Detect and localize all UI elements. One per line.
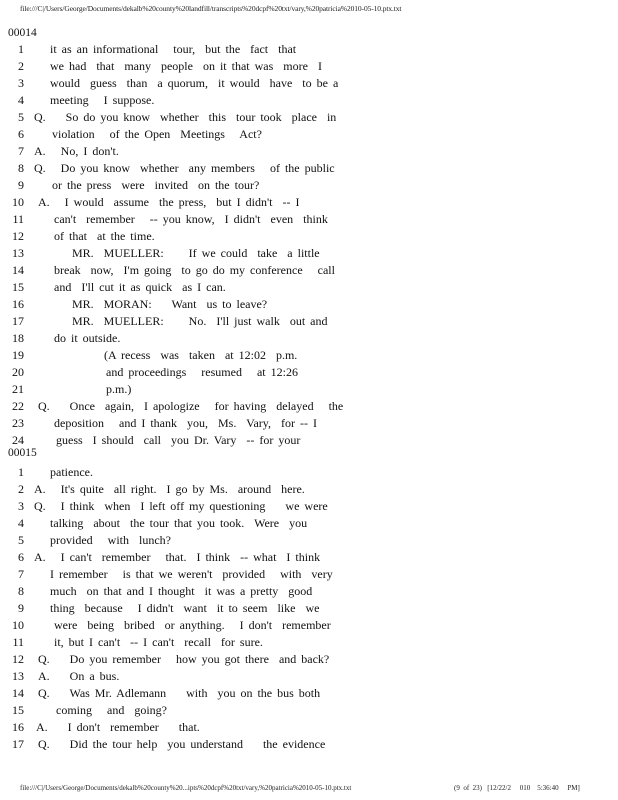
line-number: 9 [18, 178, 24, 192]
line-number: 9 [18, 601, 24, 615]
transcript-line [0, 515, 618, 532]
line-number: 17 [12, 737, 24, 751]
line-text: Q. Was Mr. Adlemann with you on the bus both [38, 686, 321, 700]
line-text: and I'll cut it as quick as I can. [54, 280, 226, 294]
line-number: 17 [12, 314, 24, 328]
line-number: 1 [18, 42, 24, 56]
line-text: break now, I'm going to go do my conference call [54, 263, 335, 277]
transcript-line [0, 41, 618, 58]
file-path-header: file:///C|/Users/George/Documents/dekalb%20county%20landfill/transcripts%20dcpf%20txt/vary,%20patricia%2010-05-10.ptx.txt [20, 4, 402, 13]
line-number: 3 [18, 499, 24, 513]
transcript-line [0, 228, 618, 245]
line-number: 5 [18, 110, 24, 124]
line-number: 11 [12, 635, 24, 649]
line-number: 21 [12, 382, 24, 396]
transcript-line [0, 600, 618, 617]
line-text: provided with lunch? [50, 533, 171, 547]
line-number: 23 [12, 416, 24, 430]
line-number: 5 [18, 533, 24, 547]
line-number: 11 [12, 212, 24, 226]
line-text: A. I would assume the press, but I didn't -- I [38, 195, 300, 209]
line-number: 12 [12, 652, 24, 666]
line-number: 1 [18, 465, 24, 479]
transcript-line [0, 651, 618, 668]
transcript-line [0, 736, 618, 753]
transcript-line [0, 481, 618, 498]
transcript-line [0, 532, 618, 549]
line-text: MR. MORAN: Want us to leave? [72, 297, 268, 311]
line-number: 7 [18, 567, 24, 581]
line-number: 20 [12, 365, 24, 379]
line-number: 8 [18, 161, 24, 175]
line-number: 24 [12, 433, 24, 447]
transcript-line [0, 685, 618, 702]
transcript-line [0, 347, 618, 364]
transcript-line [0, 566, 618, 583]
line-number: 10 [12, 618, 24, 632]
line-number: 12 [12, 229, 24, 243]
transcript-line [0, 296, 618, 313]
transcript-line [0, 177, 618, 194]
transcript-line [0, 617, 618, 634]
transcript-line [0, 398, 618, 415]
line-number: 7 [18, 144, 24, 158]
line-text: I remember is that we weren't provided with very [50, 567, 333, 581]
line-number: 22 [12, 399, 24, 413]
line-number: 6 [18, 550, 24, 564]
line-text: or the press were invited on the tour? [52, 178, 260, 192]
transcript-line [0, 58, 618, 75]
line-text: would guess than a quorum, it would have to be a [50, 76, 339, 90]
line-text: Q. So do you know whether this tour took place in [34, 110, 337, 124]
page-number: 00015 [8, 447, 37, 459]
line-text: A. It's quite all right. I go by Ms. around here. [34, 482, 305, 496]
line-text: much on that and I thought it was a pretty good [50, 584, 313, 598]
line-text: (A recess was taken at 12:02 p.m. [104, 348, 298, 362]
line-text: were being bribed or anything. I don't remember [54, 618, 331, 632]
transcript-line [0, 109, 618, 126]
line-text: and proceedings resumed at 12:26 [106, 365, 298, 379]
transcript-line [0, 634, 618, 651]
transcript-line [0, 498, 618, 515]
line-number: 2 [18, 59, 24, 73]
line-number: 14 [12, 263, 24, 277]
line-text: can't remember -- you know, I didn't even think [54, 212, 328, 226]
transcript-line [0, 549, 618, 566]
line-number: 15 [12, 703, 24, 717]
line-text: talking about the tour that you took. Were you [50, 516, 308, 530]
line-number: 15 [12, 280, 24, 294]
line-text: Q. Did the tour help you understand the evidence [38, 737, 326, 751]
line-number: 4 [18, 516, 24, 530]
transcript-line [0, 330, 618, 347]
line-number: 8 [18, 584, 24, 598]
transcript-line [0, 262, 618, 279]
transcript-line [0, 160, 618, 177]
line-number: 18 [12, 331, 24, 345]
line-text: MR. MUELLER: If we could take a little [72, 246, 320, 260]
transcript-line [0, 719, 618, 736]
page-number: 00014 [8, 27, 37, 39]
line-text: Q. Do you know whether any members of the public [34, 161, 335, 175]
transcript-line [0, 75, 618, 92]
transcript-page-block [0, 464, 618, 753]
transcript-line [0, 279, 618, 296]
transcript-line [0, 194, 618, 211]
line-text: A. I can't remember that. I think -- what I think [34, 550, 321, 564]
line-text: A. On a bus. [38, 669, 120, 683]
transcript-line [0, 364, 618, 381]
line-number: 3 [18, 76, 24, 90]
transcript-line [0, 126, 618, 143]
page-info: (9 of 23) [12/22/2 010 5:36:40 PM] [454, 784, 580, 792]
transcript-line [0, 313, 618, 330]
transcript-line [0, 702, 618, 719]
line-text: MR. MUELLER: No. I'll just walk out and [72, 314, 328, 328]
line-text: thing because I didn't want it to seem like we [50, 601, 320, 615]
transcript-line [0, 211, 618, 228]
line-text: it, but I can't -- I can't recall for sure. [54, 635, 263, 649]
line-text: meeting I suppose. [50, 93, 155, 107]
line-number: 13 [12, 669, 24, 683]
line-text: coming and going? [56, 703, 167, 717]
transcript-line [0, 464, 618, 481]
line-text: violation of the Open Meetings Act? [52, 127, 262, 141]
transcript-line [0, 143, 618, 160]
line-number: 2 [18, 482, 24, 496]
line-number: 4 [18, 93, 24, 107]
line-text: patience. [50, 465, 93, 479]
transcript-line [0, 381, 618, 398]
line-number: 10 [12, 195, 24, 209]
line-text: deposition and I thank you, Ms. Vary, for -- I [54, 416, 317, 430]
line-number: 13 [12, 246, 24, 260]
line-text: it as an informational tour, but the fact that [50, 42, 297, 56]
line-text: Q. Once again, I apologize for having delayed the [38, 399, 344, 413]
line-number: 6 [18, 127, 24, 141]
line-text: of that at the time. [54, 229, 155, 243]
line-text: we had that many people on it that was more I [50, 59, 322, 73]
line-text: A. I don't remember that. [36, 720, 200, 734]
transcript-line [0, 668, 618, 685]
line-text: A. No, I don't. [34, 144, 119, 158]
line-text: do it outside. [54, 331, 121, 345]
file-path-footer: file:///C|/Users/George/Documents/dekalb%20county%20...ipts%20dcpf%20txt/vary,%20patricia%2010-05-10.ptx.txt [20, 784, 352, 792]
transcript-page-block [0, 41, 618, 449]
line-text: p.m.) [106, 382, 132, 396]
transcript-line [0, 245, 618, 262]
line-text: guess I should call you Dr. Vary -- for your [56, 433, 301, 447]
transcript-line [0, 583, 618, 600]
line-number: 16 [12, 297, 24, 311]
line-number: 16 [12, 720, 24, 734]
transcript-line [0, 415, 618, 432]
line-number: 14 [12, 686, 24, 700]
line-number: 19 [12, 348, 24, 362]
line-text: Q. Do you remember how you got there and back? [38, 652, 330, 666]
line-text: Q. I think when I left off my questioning we were [34, 499, 328, 513]
transcript-line [0, 92, 618, 109]
transcript-line [0, 432, 618, 449]
